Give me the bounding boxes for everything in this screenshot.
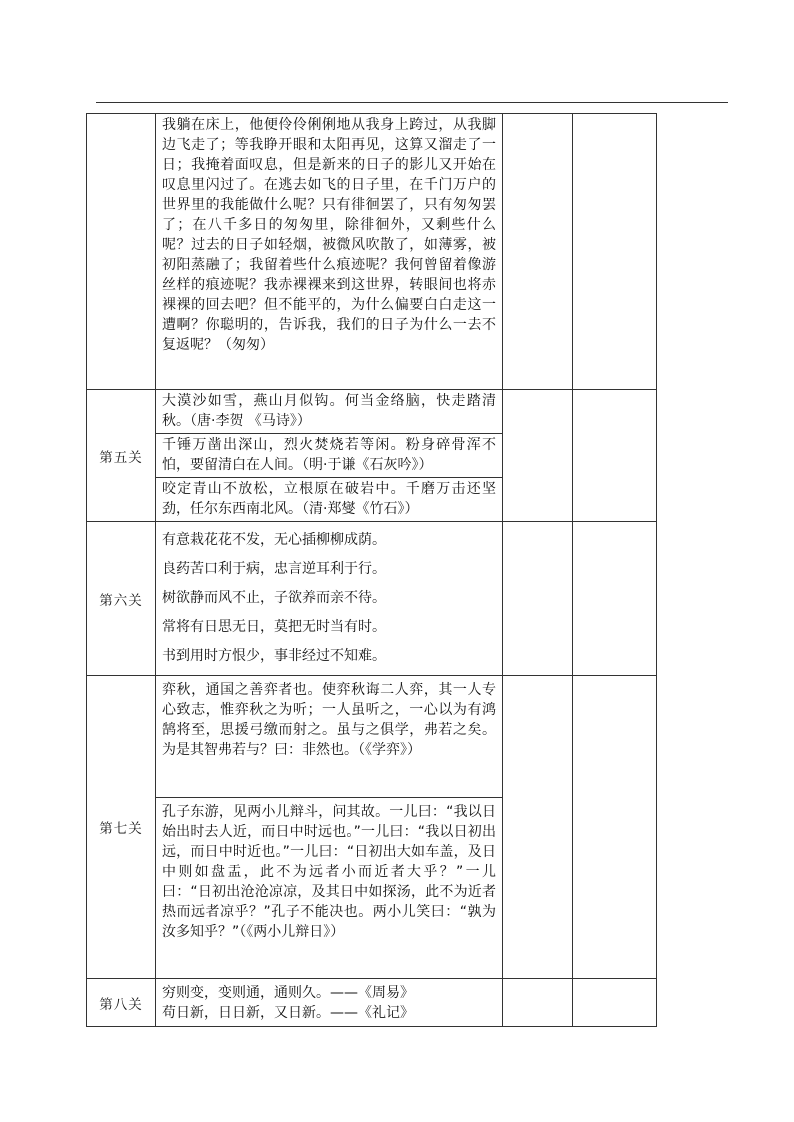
stage-cell xyxy=(87,114,156,390)
blank-cell xyxy=(503,979,573,1027)
proverb-line: 有意栽花花不发，无心插柳柳成荫。 xyxy=(162,532,386,548)
blank-cell xyxy=(503,114,573,390)
passage-cell xyxy=(156,522,503,676)
table-row xyxy=(87,114,657,390)
proverb-line: 树欲静而风不止，子欲养而亲不待。 xyxy=(162,590,386,606)
table-row xyxy=(87,522,657,676)
table-row xyxy=(87,979,657,1027)
blank-cell xyxy=(573,390,657,522)
stage-label: 第八关 xyxy=(87,979,156,1027)
poem-shi-hui-yin: 千锤万凿出深山，烈火焚烧若等闲。粉身碎骨浑不怕，要留清白在人间。（明·于谦《石灰吟》） xyxy=(162,437,496,473)
blank-cell xyxy=(573,979,657,1027)
blank-cell xyxy=(503,522,573,676)
stage-label: 第五关 xyxy=(87,390,156,522)
proverb-line: 良药苦口利于病，忠言逆耳利于行。 xyxy=(162,561,386,577)
table-row xyxy=(87,676,657,798)
blank-cell xyxy=(503,390,573,522)
proverb-line: 常将有日思无日，莫把无时当有时。 xyxy=(162,619,386,635)
passage-cell xyxy=(156,390,503,434)
passage-cell xyxy=(156,979,503,1027)
passage-cell xyxy=(156,478,503,522)
passage-cell xyxy=(156,434,503,478)
stage-label: 第六关 xyxy=(87,522,156,676)
recitation-table xyxy=(86,113,657,1027)
blank-cell xyxy=(573,114,657,390)
proverb-line: 书到用时方恨少，事非经过不知难。 xyxy=(162,648,386,664)
blank-cell xyxy=(573,676,657,979)
table-row xyxy=(87,390,657,434)
quote-line: 苟日新，日日新，又日新。——《礼记》 xyxy=(162,1005,414,1021)
passage-xue-yi: 弈秋，通国之善弈者也。使弈秋诲二人弈，其一人专心致志，惟弈秋之为听；一人虽听之，一心以为有鸿鹄将至，思援弓缴而射之。虽与之俱学，弗若之矣。为是其智弗若与？曰：非然也。（《学弈》） xyxy=(162,682,496,758)
passage-cell xyxy=(156,676,503,798)
passage-liang-xiao-er-bian-ri: 孔子东游，见两小儿辩斗，问其故。一儿曰：“我以日始出时去人近，而日中时远也。”一儿曰：“我以日初出远，而日中时近也。”一儿曰：“日初出大如车盖，及日中则如盘盂，此不为远者小而近者大乎？”一儿曰：“日初出沧沧凉凉，及其日中如探汤，此不为近者热而远者凉乎？”孔子不能决也。两小儿笑曰：“孰为汝多知乎？”（《两小儿辩日》） xyxy=(162,804,496,940)
stage-label: 第七关 xyxy=(87,676,156,979)
passage-text: 我躺在床上，他便伶伶俐俐地从我身上跨过，从我脚边飞走了；等我睁开眼和太阳再见，这算又溜走了一日；我掩着面叹息，但是新来的日子的影儿又开始在叹息里闪过了。在逃去如飞的日子里，在千门万户的世界里的我能做什么呢？只有徘徊罢了，只有匆匆罢了；在八千多日的匆匆里，除徘徊外，又剩些什么呢？过去的日子如轻烟，被微风吹散了，如薄雾，被初阳蒸融了；我留着些什么痕迹呢？我何曾留着像游丝样的痕迹呢？我赤裸裸来到这世界，转眼间也将赤裸裸的回去吧？但不能平的，为什么偏要白白走这一遭啊？你聪明的，告诉我，我们的日子为什么一去不复返呢？（匆匆） xyxy=(162,117,496,353)
poem-zhu-shi: 咬定青山不放松，立根原在破岩中。千磨万击还坚劲，任尔东西南北风。（清·郑燮《竹石》） xyxy=(162,481,496,517)
passage-cell xyxy=(156,114,503,390)
poem-ma-shi: 大漠沙如雪，燕山月似钩。何当金络脑，快走踏清秋。（唐·李贺 《马诗》） xyxy=(162,393,496,429)
header-rule xyxy=(96,102,728,103)
quote-line: 穷则变，变则通，通则久。——《周易》 xyxy=(162,985,414,1001)
blank-cell xyxy=(503,676,573,979)
passage-cell xyxy=(156,798,503,979)
blank-cell xyxy=(573,522,657,676)
